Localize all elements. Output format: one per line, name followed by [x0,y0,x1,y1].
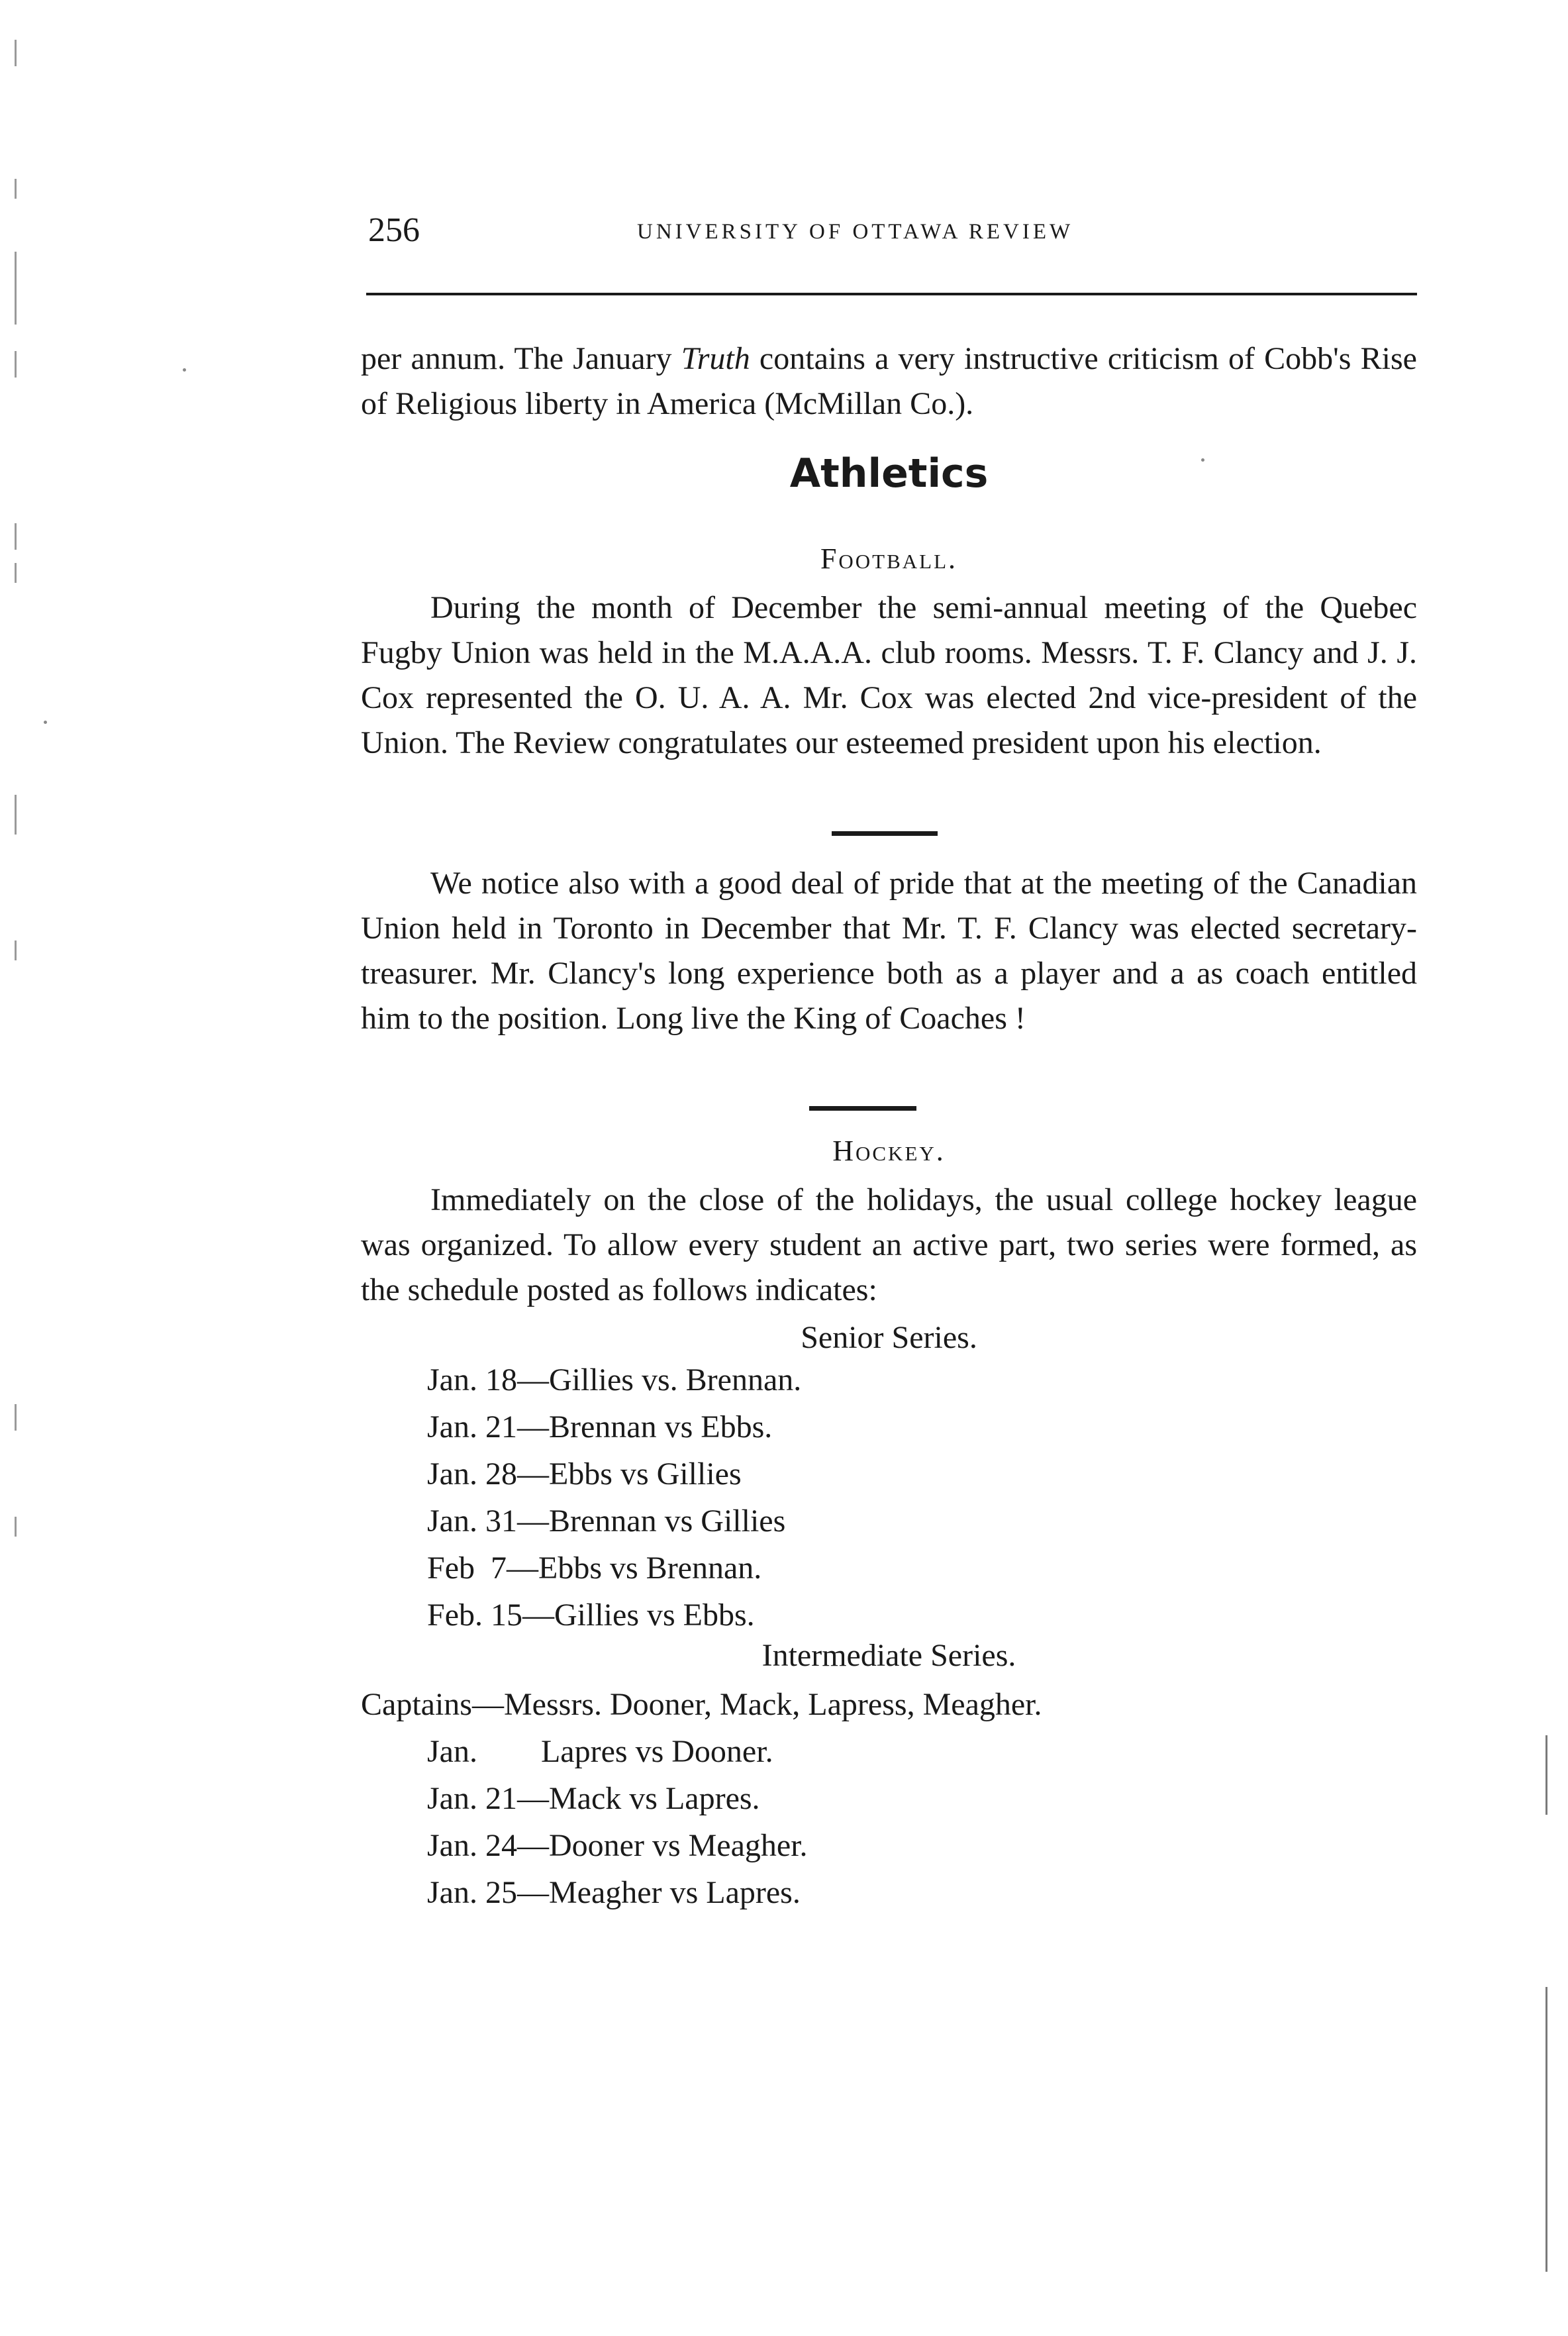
scan-margin-mark [15,940,17,960]
schedule-entry: Jan. 21—Brennan vs Ebbs. [427,1409,773,1445]
scan-margin-mark [15,1517,17,1537]
scan-margin-mark [15,179,17,199]
running-head: UNIVERSITY OF OTTAWA REVIEW [637,220,1074,244]
schedule-entry: Feb. 15—Gillies vs Ebbs. [427,1598,755,1633]
scan-margin-mark [15,351,17,378]
section-divider [809,1106,916,1111]
scan-margin-mark [15,795,17,835]
page-number: 256 [368,211,420,249]
intermediate-series-title: Intermediate Series. [761,1638,1016,1673]
schedule-entry: Feb 7—Ebbs vs Brennan. [427,1550,762,1586]
scan-margin-mark [1201,458,1204,462]
scan-margin-mark [1545,1987,1547,2272]
section-divider [832,831,938,836]
schedule-entry: Jan. 18—Gillies vs. Brennan. [427,1362,802,1397]
intermediate-series-games [427,1728,808,1916]
schedule-entry: Jan. 24—Dooner vs Meagher. [427,1828,808,1863]
scan-margin-mark [15,40,17,66]
football-paragraph-1 [361,585,1417,766]
hockey-paragraph [361,1178,1417,1313]
football-heading: Football. [820,542,958,575]
captains-line: Captains—Messrs. Dooner, Mack, Lapress, Meagher. [361,1687,1042,1722]
senior-series-title: Senior Series. [801,1320,977,1355]
section-title: Athletics [789,450,989,497]
schedule-entry: Jan. 25—Meagher vs Lapres. [427,1875,801,1910]
intro-text-before: per annum. The January [361,341,681,376]
football-paragraph-2-text: We notice also with a good deal of pride that at the meeting of the Canadian Union held in Toronto in December that Mr. T. F. Clancy was elected secretary-treasurer. Mr. Clancy's long experience both as a player and a as coach entitled him to the position. Long live the King of Coaches ! [361,866,1417,1036]
intro-paragraph [361,336,1417,427]
hockey-heading: Hockey. [832,1135,946,1167]
hockey-paragraph-text: Immediately on the close of the holidays, the usual college hockey league was organized. To allow every student an active part, two series were formed, as the schedule posted as follows indicates: [361,1182,1417,1307]
intro-italic-title: Truth [681,341,750,376]
football-paragraph-1-text: During the month of December the semi-annual meeting of the Quebec Fugby Union was held in the M.A.A.A. club rooms. Messrs. T. F. Clancy and J. J. Cox represented the O. U. A. A. Mr. Cox was elected 2nd vice-president of the Union. The Review congratulates our esteemed president upon his election. [361,590,1417,760]
intro-text-after: contains a very instructive criticism of Cobb's Rise of Religious liberty in America (McMillan Co.). [361,341,1417,421]
scan-margin-mark [15,1404,17,1431]
scan-margin-mark [15,252,17,325]
senior-series-schedule [427,1356,801,1639]
scan-margin-mark [44,721,47,724]
header-rule [366,293,1417,295]
scan-margin-mark [15,523,17,550]
football-paragraph-2 [361,861,1417,1041]
scan-margin-mark [1545,1735,1547,1815]
intermediate-series-schedule [361,1681,1042,1728]
schedule-entry: Jan. 31—Brennan vs Gillies [427,1503,786,1539]
scan-margin-mark [183,368,186,372]
schedule-entry: Jan. Lapres vs Dooner. [427,1734,773,1769]
schedule-entry: Jan. 21—Mack vs Lapres. [427,1781,760,1816]
scan-margin-mark [15,563,17,583]
schedule-entry: Jan. 28—Ebbs vs Gillies [427,1456,742,1492]
